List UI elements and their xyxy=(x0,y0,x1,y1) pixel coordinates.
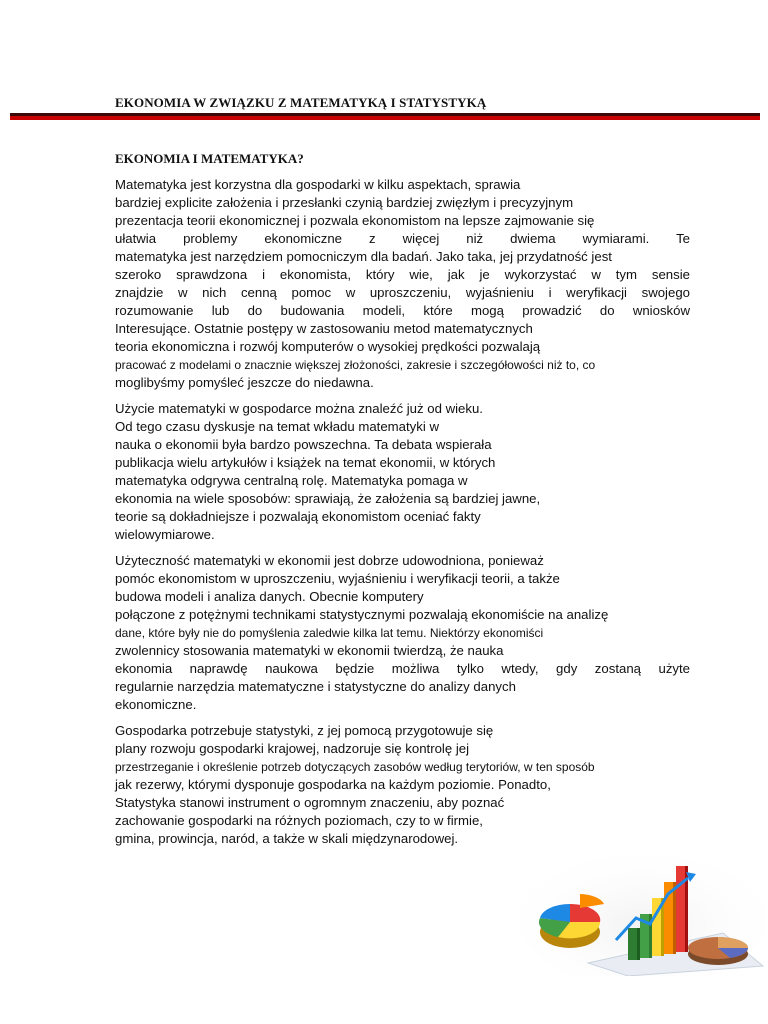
text-line: matematyka jest narzędziem pomocniczym dla badań. Jako taka, jej przydatność jest xyxy=(115,249,612,264)
text-line: Od tego czasu dyskusje na temat wkładu matematyki w xyxy=(115,419,439,434)
text-line: Użycie matematyki w gospodarce można znaleźć już od wieku. xyxy=(115,401,483,416)
paragraph-3 xyxy=(115,552,690,714)
text-line: ekonomia na wiele sposobów: sprawiają, że założenia są bardziej jawne, xyxy=(115,491,541,506)
header-rule-red xyxy=(10,116,760,120)
text-line: pracować z modelami o znacznie większej złożoności, zakresie i szczegółowości niż to, co xyxy=(115,358,596,372)
text-line: dane, które były nie do pomyślenia zaledwie kilka lat temu. Niektórzy ekonomiści xyxy=(115,626,544,640)
text-line: Gospodarka potrzebuje statystyki, z jej pomocą przygotowuje się xyxy=(115,723,494,738)
text-line: połączone z potężnymi technikami statystycznymi pozwalają ekonomiście na analizę xyxy=(115,607,609,622)
text-line: przestrzeganie i określenie potrzeb dotyczących zasobów według terytoriów, w ten sposób xyxy=(115,760,595,774)
paragraph-4 xyxy=(115,722,690,848)
body-text xyxy=(115,176,690,856)
document-header-title: EKONOMIA W ZWIĄZKU Z MATEMATYKĄ I STATYSTYKĄ xyxy=(115,95,487,110)
paragraph-2 xyxy=(115,400,690,544)
text-line: plany rozwoju gospodarki krajowej, nadzoruje się kontrolę jej xyxy=(115,741,470,756)
text-line: teoria ekonomiczna i rozwój komputerów o wysokiej prędkości pozwalają xyxy=(115,339,541,354)
paragraph-1 xyxy=(115,176,690,392)
text-line: bardziej explicite założenia i przesłanki czynią bardziej zwięzłym i precyzyjnym xyxy=(115,195,574,210)
text-line: zwolennicy stosowania matematyki w ekonomii twierdzą, że nauka xyxy=(115,643,504,658)
pie-chart-right-icon xyxy=(688,937,748,965)
text-line: prezentacja teorii ekonomicznej i pozwala ekonomistom na lepsze zajmowanie się xyxy=(115,213,595,228)
section-title: EKONOMIA I MATEMATYKA? xyxy=(115,151,304,166)
text-line: ekonomiczne. xyxy=(115,697,197,712)
text-line: Statystyka stanowi instrument o ogromnym znaczeniu, aby poznać xyxy=(115,795,505,810)
text-line: ekonomia naprawdę naukowa będzie możliwa tylko wtedy, gdy zostaną użyte xyxy=(115,661,690,676)
text-line: teorie są dokładniejsze i pozwalają ekonomistom oceniać fakty xyxy=(115,509,481,524)
text-line: regularnie narzędzia matematyczne i statystyczne do analizy danych xyxy=(115,679,516,694)
text-line: rozumowanie lub do budowania modeli, które mogą prowadzić do wniosków xyxy=(115,303,690,318)
text-line: Użyteczność matematyki w ekonomii jest dobrze udowodniona, ponieważ xyxy=(115,553,544,568)
text-line: ułatwia problemy ekonomiczne z więcej niż dwiema wymiarami. Te xyxy=(115,231,690,246)
text-line: znajdzie w nich cenną pomoc w uproszczeniu, wyjaśnieniu i weryfikacji swojego xyxy=(115,285,690,300)
text-line: matematyka odgrywa centralną rolę. Matematyka pomaga w xyxy=(115,473,468,488)
text-line: publikacja wielu artykułów i książek na temat ekonomii, w których xyxy=(115,455,496,470)
text-line: gmina, prowincja, naród, a także w skali międzynarodowej. xyxy=(115,831,459,846)
text-line: budowa modeli i analiza danych. Obecnie komputery xyxy=(115,589,424,604)
text-line: szeroko sprawdzona i ekonomista, który wie, jak je wykorzystać w tym sensie xyxy=(115,267,690,282)
text-line: moglibyśmy pomyśleć jeszcze do niedawna. xyxy=(115,375,374,390)
text-line: jak rezerwy, którymi dysponuje gospodarka na każdym poziomie. Ponadto, xyxy=(115,777,551,792)
text-line: wielowymiarowe. xyxy=(115,527,215,542)
text-line: Matematyka jest korzystna dla gospodarki w kilku aspektach, sprawia xyxy=(115,177,521,192)
text-line: pomóc ekonomistom w uproszczeniu, wyjaśnieniu i weryfikacji teorii, a także xyxy=(115,571,560,586)
text-line: zachowanie gospodarki na różnych poziomach, czy to w firmie, xyxy=(115,813,483,828)
charts-illustration xyxy=(518,848,768,976)
text-line: nauka o ekonomii była bardzo powszechna. Ta debata wspierała xyxy=(115,437,492,452)
text-line: Interesujące. Ostatnie postępy w zastosowaniu metod matematycznych xyxy=(115,321,533,336)
